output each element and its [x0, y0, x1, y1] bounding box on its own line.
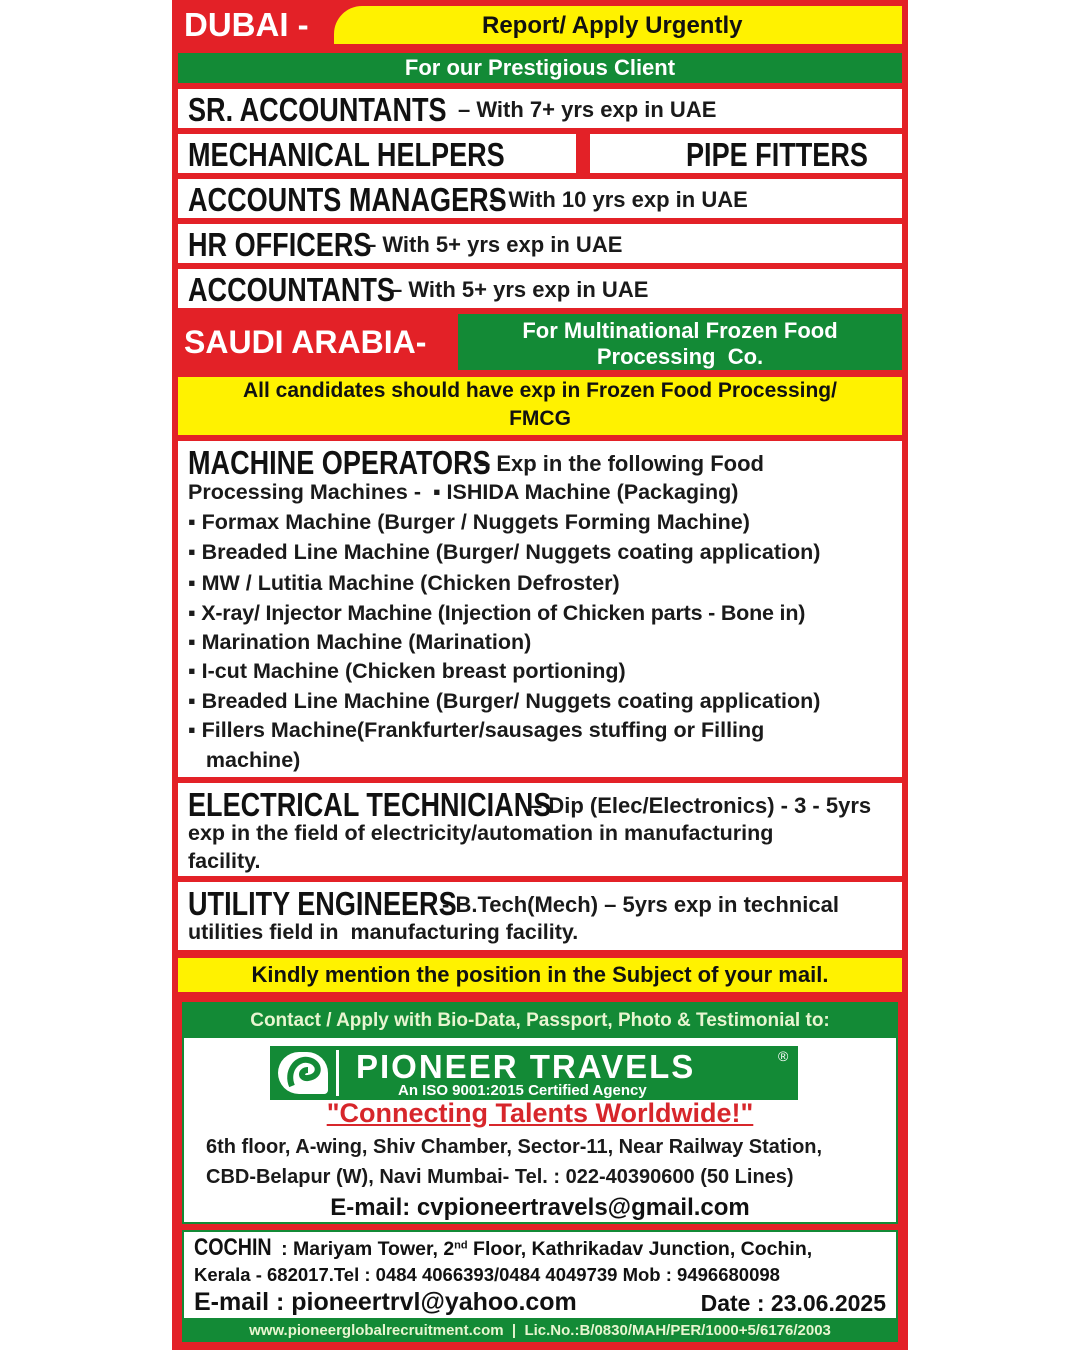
job-title: UTILITY ENGINEERS: [188, 885, 457, 922]
machine-intro2: Processing Machines - ▪ ISHIDA Machine (Packaging): [188, 480, 739, 504]
machine-intro: – Exp in the following Food: [478, 451, 764, 476]
job-desc: – With 5+ yrs exp in UAE: [390, 277, 649, 302]
job-title: MACHINE OPERATORS: [188, 444, 491, 481]
job-title: SR. ACCOUNTANTS: [188, 91, 447, 128]
urgent-banner: [334, 6, 902, 44]
machine-item: machine): [188, 748, 301, 772]
address-line1: 6th floor, A-wing, Shiv Chamber, Sector-11, Near Railway Station,: [206, 1136, 823, 1158]
cochin-email[interactable]: E-mail : pioneertrvl@yahoo.com: [194, 1288, 577, 1316]
mention-banner: [178, 958, 902, 992]
machine-item: ▪ X-ray/ Injector Machine (Injection of Chicken parts - Bone in): [188, 601, 806, 625]
cochin-block: [182, 1230, 898, 1320]
mechanical-cell: [178, 134, 576, 173]
contact-block: [182, 1002, 898, 1224]
machine-item: ▪ Fillers Machine(Frankfurter/sausages stuffing or Filling: [188, 718, 765, 742]
note-line1: All candidates should have exp in Frozen Food Processing/: [243, 379, 837, 402]
job-row: [178, 224, 902, 263]
client-text: For our Prestigious Client: [404, 55, 676, 80]
machine-item: ▪ Marination Machine (Marination): [188, 630, 532, 654]
electrical-line2: exp in the field of electricity/automation in manufacturing: [188, 821, 774, 845]
issue-date: Date : 23.06.2025: [700, 1290, 886, 1316]
job-row: [178, 89, 902, 128]
saudi-header: [172, 312, 908, 372]
pipe-fitters-cell: [590, 134, 902, 173]
utility-engineers-box: [178, 882, 902, 950]
electrical-technicians-box: [178, 783, 902, 876]
company-name: PIONEER TRAVELS: [356, 1048, 696, 1085]
cochin-address-sup: nd: [454, 1239, 468, 1252]
job-title: PIPE FITTERS: [686, 136, 868, 173]
machine-item: ▪ Breaded Line Machine (Burger/ Nuggets coating application): [188, 689, 821, 713]
cochin-address-a: : Mariyam Tower, 2: [281, 1238, 455, 1260]
job-title: HR OFFICERS: [188, 226, 372, 263]
job-desc: – With 10 yrs exp in UAE: [490, 187, 748, 212]
cochin-line1: [194, 1234, 812, 1262]
footer-text[interactable]: www.pioneerglobalrecruitment.com | Lic.No.:B/0830/MAH/PER/1000+5/6176/2003: [249, 1322, 831, 1339]
electrical-line3: facility.: [188, 849, 261, 873]
job-title: ACCOUNTS MANAGERS: [188, 181, 507, 218]
job-desc: – With 7+ yrs exp in UAE: [458, 97, 717, 122]
footer-bar: [182, 1320, 898, 1342]
registered-mark: ®: [778, 1048, 789, 1064]
machine-item: ▪ I-cut Machine (Chicken breast portioning): [188, 659, 626, 683]
utility-line2: utilities field in manufacturing facility.: [188, 920, 579, 944]
machine-item: ▪ Breaded Line Machine (Burger/ Nuggets coating application): [188, 540, 821, 564]
experience-note: [178, 377, 902, 435]
dubai-header: [172, 0, 908, 50]
job-title: ACCOUNTANTS: [188, 271, 395, 308]
contact-email[interactable]: E-mail: cvpioneertravels@gmail.com: [330, 1194, 750, 1221]
job-row: [178, 179, 902, 218]
job-title: MECHANICAL HELPERS: [188, 136, 505, 173]
machine-item: ▪ Formax Machine (Burger / Nuggets Forming Machine): [188, 510, 750, 534]
mention-text: Kindly mention the position in the Subject of your mail.: [251, 962, 829, 987]
saudi-label: SAUDI ARABIA-: [184, 324, 427, 360]
tagline: "Connecting Talents Worldwide!": [326, 1098, 754, 1128]
saudi-client-banner: [458, 314, 902, 370]
note-line2: FMCG: [509, 407, 571, 430]
saudi-client-line2: Processing Co.: [596, 344, 764, 369]
job-row-split: [178, 134, 902, 173]
saudi-client-line1: For Multinational Frozen Food: [522, 318, 838, 343]
logo-emblem-icon: [278, 1052, 328, 1094]
address-line2: CBD-Belapur (W), Navi Mumbai- Tel. : 022-40390600 (50 Lines): [206, 1166, 794, 1188]
job-desc: – With 5+ yrs exp in UAE: [364, 232, 623, 257]
machine-operators-box: [178, 441, 902, 777]
job-row: [178, 269, 902, 308]
cochin-label: COCHIN: [194, 1234, 272, 1261]
pioneer-logo: [270, 1046, 798, 1100]
cochin-address-b: Floor, Kathrikadav Junction, Cochin,: [467, 1238, 813, 1260]
contact-header: [184, 1004, 896, 1038]
logo-emblem: [278, 1052, 328, 1094]
utility-line1: - B.Tech(Mech) – 5yrs exp in technical: [442, 892, 839, 917]
certified-text: An ISO 9001:2015 Certified Agency: [398, 1082, 647, 1099]
cochin-line2: Kerala - 682017.Tel : 0484 4066393/0484 4049739 Mob : 9496680098: [194, 1264, 780, 1285]
urgent-text: Report/ Apply Urgently: [482, 12, 743, 39]
advertisement-sheet: [172, 0, 908, 1350]
dubai-client-banner: [178, 53, 902, 83]
logo-divider: [336, 1050, 339, 1096]
dubai-label: DUBAI -: [184, 6, 309, 43]
machine-item: ▪ MW / Lutitia Machine (Chicken Defroster): [188, 571, 620, 595]
contact-header-text: Contact / Apply with Bio-Data, Passport, Photo & Testimonial to:: [250, 1010, 830, 1031]
electrical-line1: – Dip (Elec/Electronics) - 3 - 5yrs: [530, 793, 872, 818]
job-title: ELECTRICAL TECHNICIANS: [188, 786, 552, 823]
